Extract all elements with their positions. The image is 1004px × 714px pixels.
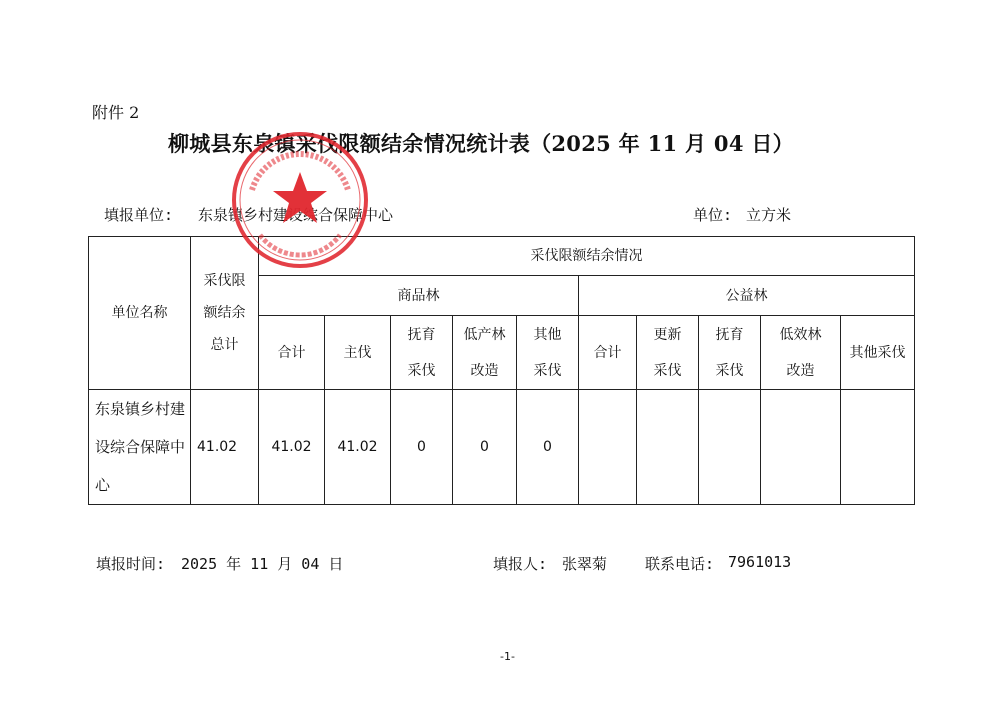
phone-value: 7961013 (728, 553, 792, 571)
phone-label: 联系电话: (645, 555, 715, 573)
row-commercial-low-yield: 0 (453, 390, 517, 505)
measure-unit-value: 立方米 (746, 206, 792, 224)
header-group-main: 采伐限额结余情况 (259, 237, 915, 276)
official-seal (230, 130, 370, 270)
header-commercial: 商品林 (259, 276, 579, 316)
col-public-tending: 抚育采伐 (699, 316, 761, 390)
row-total: 41.02 (191, 390, 259, 505)
header-unit-name: 单位名称 (89, 237, 191, 390)
measure-unit-label: 单位: (693, 206, 733, 224)
row-commercial-main: 41.02 (325, 390, 391, 505)
fill-person-label: 填报人: (493, 555, 548, 573)
col-public-total: 合计 (579, 316, 637, 390)
table-row (89, 390, 915, 505)
col-commercial-tending: 抚育采伐 (391, 316, 453, 390)
row-commercial-other: 0 (517, 390, 579, 505)
document-title: 柳城县东泉镇采伐限额结余情况统计表（2025 年 11 月 04 日） (168, 131, 794, 156)
row-public-tending (699, 390, 761, 505)
attachment-label: 附件 2 (92, 103, 140, 122)
col-public-low-efficiency: 低效林改造 (761, 316, 841, 390)
col-public-other: 其他采伐 (841, 316, 915, 390)
fill-unit-label: 填报单位: (104, 206, 174, 224)
row-commercial-tending: 0 (391, 390, 453, 505)
row-public-total (579, 390, 637, 505)
fill-time-value: 2025 年 11 月 04 日 (181, 555, 344, 573)
page-number: -1- (500, 650, 515, 663)
fill-person-value: 张翠菊 (562, 555, 608, 573)
header-total: 采伐限额结余总计 (191, 237, 259, 390)
row-public-other (841, 390, 915, 505)
col-commercial-total: 合计 (259, 316, 325, 390)
row-commercial-total: 41.02 (259, 390, 325, 505)
fill-time-label: 填报时间: (96, 555, 166, 573)
col-commercial-main: 主伐 (325, 316, 391, 390)
col-public-renewal: 更新采伐 (637, 316, 699, 390)
row-public-low-efficiency (761, 390, 841, 505)
header-public: 公益林 (579, 276, 915, 316)
col-commercial-other: 其他采伐 (517, 316, 579, 390)
col-commercial-low-yield: 低产林改造 (453, 316, 517, 390)
statistics-table (88, 236, 915, 505)
row-public-renewal (637, 390, 699, 505)
fill-unit-value: 东泉镇乡村建设综合保障中心 (198, 206, 394, 224)
row-unit-name: 东泉镇乡村建设综合保障中心 (89, 390, 191, 505)
